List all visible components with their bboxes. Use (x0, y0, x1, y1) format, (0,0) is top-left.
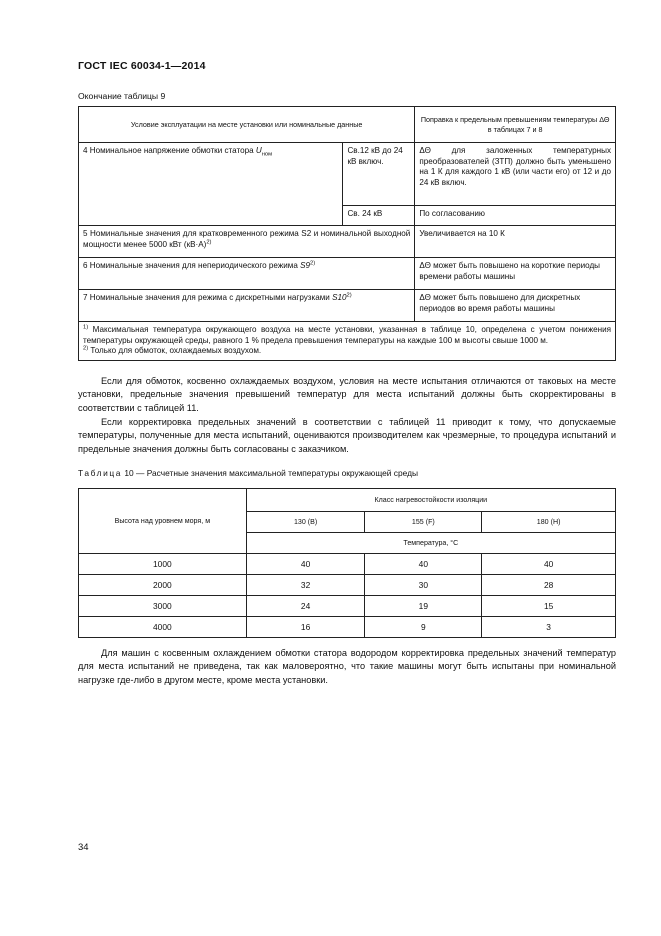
page-number: 34 (78, 842, 89, 853)
table10-temp-cell: 19 (365, 596, 482, 617)
table-row (79, 596, 616, 617)
table9-row7-condition: 7 Номинальные значения для режима с дискретными нагрузками S10$^{2)}$ (79, 290, 415, 322)
table10-temp-cell: 16 (246, 617, 365, 638)
table9-row5-correction: Увеличивается на 10 К (415, 226, 616, 258)
table10-temp-cell: 32 (246, 575, 365, 596)
table9-row-4a (79, 143, 616, 206)
table9-row4-range-b: Св. 24 кВ (343, 206, 415, 226)
table10-temp-cell: 15 (482, 596, 616, 617)
table9-row4-range-a: Св.12 кВ до 24 кВ включ. (343, 143, 415, 206)
table9-row6-correction: ΔΘ может быть повышено на короткие периоды времени работы машины (415, 258, 616, 290)
table10-class-130: 130 (B) (246, 512, 365, 533)
table9-row7-correction: ΔΘ может быть повышено для дискретных периодов во время работы машины (415, 290, 616, 322)
table9-caption: Окончание таблицы 9 (78, 91, 166, 101)
table9-footnote-2: $^{2)}$ Только для обмоток, охлаждаемых воздухом. (83, 345, 262, 356)
table9-row-7 (79, 290, 616, 322)
table9-row4-correction-b: По согласованию (415, 206, 616, 226)
table10-temp-cell: 40 (365, 554, 482, 575)
table-9 (78, 106, 616, 361)
table9-row5-condition: 5 Номинальные значения для кратковременного режима S2 и номинальной выходной мощности менее 5000 кВт $(кВ\cdot А)^{2)}$ (79, 226, 415, 258)
table9-footnote-1: $^{1)}$ Максимальная температура окружающего воздуха на месте установки, указанная в таблице 10, определена с учетом понижения температуры окружающей среды, равного 1 % предела превышения температуры на каждые 100 м высоты свыше 1000 м. (83, 324, 611, 345)
table9-header-row (79, 107, 616, 143)
table10-temp-cell: 30 (365, 575, 482, 596)
table9-row-5 (79, 226, 616, 258)
table10-temp-cell: 28 (482, 575, 616, 596)
closing-paragraph: Для машин с косвенным охлаждением обмотки статора водородом корректировка предельных значений температур для места испытаний не приведена, так как маловероятно, что такие машины могут быть испытаны при номинальной нагрузке где-либо в другом месте, кроме места установки. (78, 648, 616, 685)
paragraph-2: Если корректировка предельных значений в соответствии с таблицей 11 приводит к тому, что допускаемые температуры, полученные для места испытаний, оцениваются производителем как чрезмерные, то процедура испытаний и предельные значения должны быть согласованы с заказчиком. (78, 417, 616, 454)
paragraph-1: Если для обмоток, косвенно охлаждаемых воздухом, условия на месте испытания отличаются от таковых на месте установки, предельные значения превышений температур для места испытаний должны быть скорректированы в соответствии с таблицей 11. (78, 376, 616, 413)
table9-row4-condition: 4 Номинальное напряжение обмотки статора $U_{ном}$ (79, 143, 343, 226)
table10-altitude-cell: 3000 (79, 596, 247, 617)
table10-altitude-header: Высота над уровнем моря, м (79, 489, 247, 554)
table10-altitude-cell: 1000 (79, 554, 247, 575)
table10-altitude-cell: 2000 (79, 575, 247, 596)
table-row (79, 575, 616, 596)
table10-temp-cell: 3 (482, 617, 616, 638)
table9-row6-condition: 6 Номинальные значения для непериодического режима S9$^{2)}$ (79, 258, 415, 290)
table10-caption: Таблица 10 — Расчетные значения максимальной температуры окружающей среды (78, 468, 419, 478)
table10-class-180: 180 (H) (482, 512, 616, 533)
table10-altitude-cell: 4000 (79, 617, 247, 638)
table10-temp-header: Температура, °C (246, 533, 615, 554)
table-row (79, 617, 616, 638)
table9-row4-correction-a: ΔΘ для заложенных температурных преобразователей (ЗТП) должно быть уменьшено на 1 К для каждого 1 кВ (или части его) от 12 и до 24 кВ включ. (415, 143, 616, 206)
table-10 (78, 488, 616, 638)
table10-header-row-1 (79, 489, 616, 512)
table9-footnotes (79, 322, 616, 361)
document-header: ГОСТ IEC 60034-1—2014 (78, 60, 206, 72)
table10-temp-cell: 9 (365, 617, 482, 638)
table10-temp-cell: 24 (246, 596, 365, 617)
table9-row-6 (79, 258, 616, 290)
table10-temp-cell: 40 (246, 554, 365, 575)
table10-class-header: Класс нагревостойкости изоляции (246, 489, 615, 512)
table10-temp-cell: 40 (482, 554, 616, 575)
table9-col-correction-header: Поправка к предельным превышениям температуры ΔΘ в таблицах 7 и 8 (415, 107, 616, 143)
table10-class-155: 155 (F) (365, 512, 482, 533)
table9-footnotes-row (79, 322, 616, 361)
table9-col-condition-header: Условие эксплуатации на месте установки или номинальные данные (79, 107, 415, 143)
table-row (79, 554, 616, 575)
